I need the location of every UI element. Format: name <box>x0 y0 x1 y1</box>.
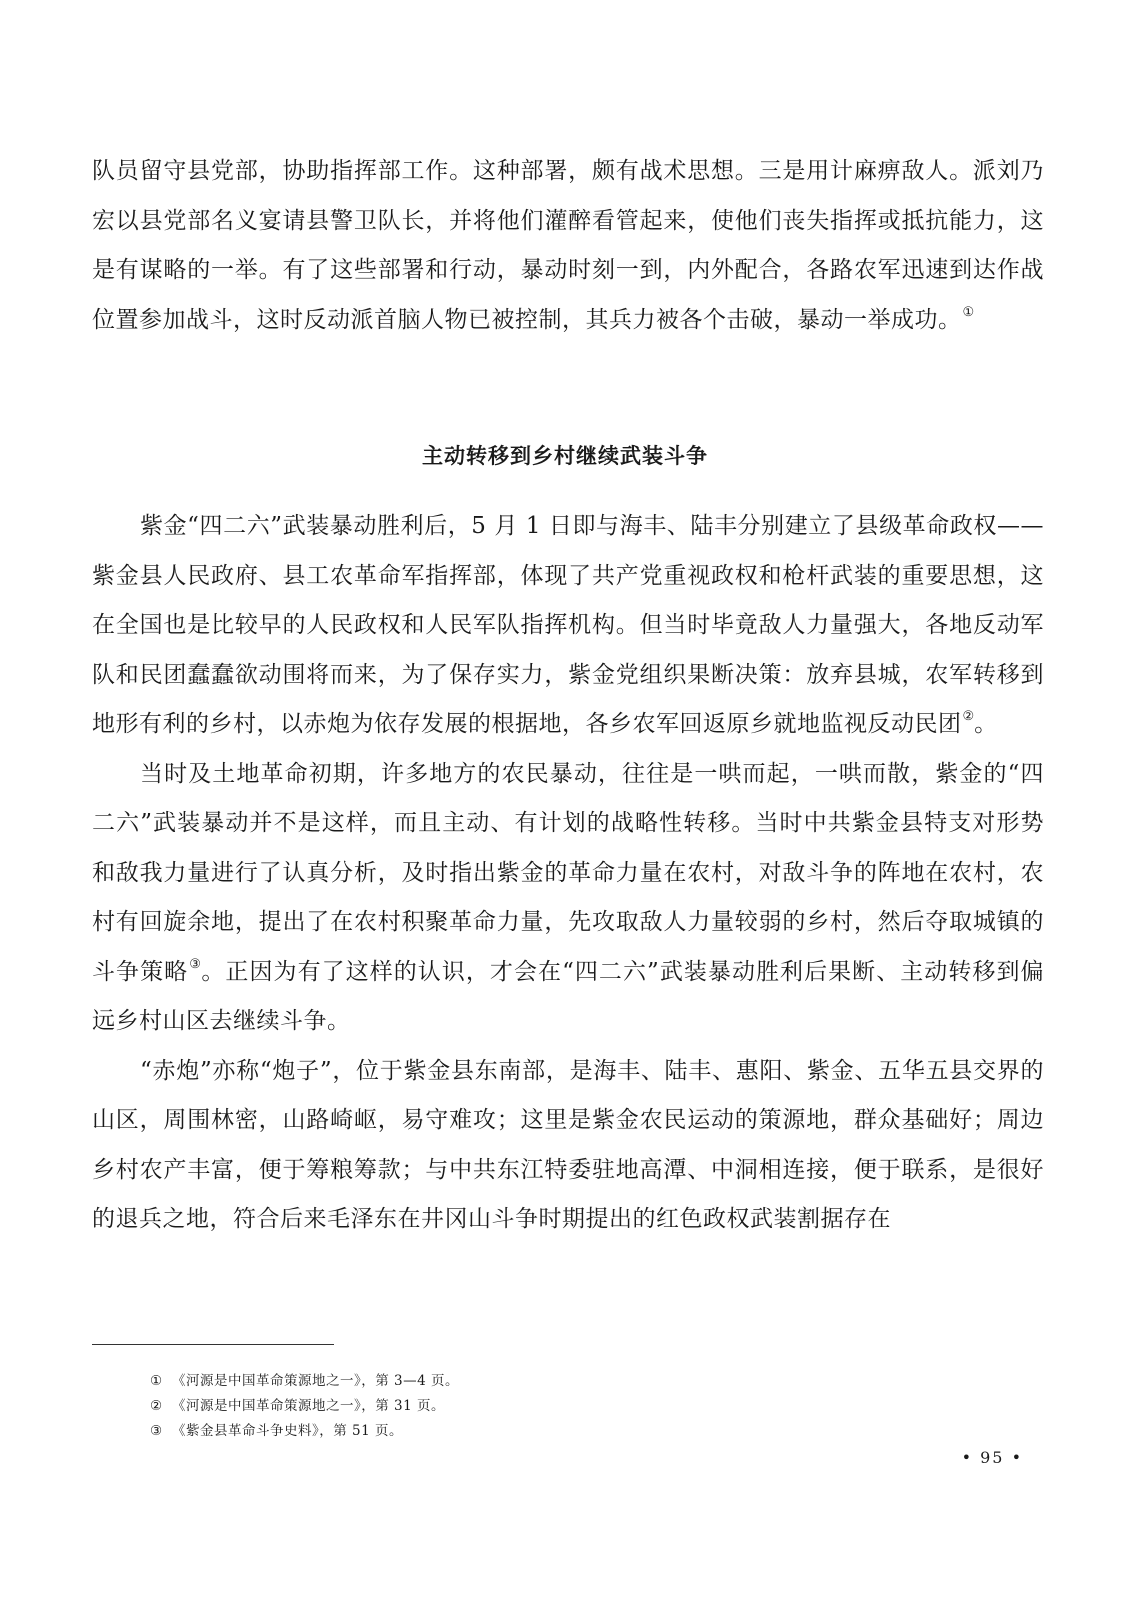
footnote-2-text: 《河源是中国革命策源地之一》，第 31 页。 <box>172 1398 446 1414</box>
footnote-2 <box>150 1394 950 1419</box>
footnote-ref-2: ② <box>962 709 975 724</box>
footnote-ref-3: ③ <box>189 956 202 972</box>
footnote-1 <box>150 1369 950 1394</box>
section-body <box>92 502 1044 1245</box>
footnote-divider <box>92 1344 334 1345</box>
section-heading: 主动转移到乡村继续武装斗争 <box>422 444 708 468</box>
paragraph-2-text: 当时及土地革命初期，许多地方的农民暴动，往往是一哄而起，一哄而散，紫金的“四二六”武装暴动并不是这样，而且主动、有计划的战略性转移。当时中共紫金县特支对形势和敌我力量进行了认真分析，及时指出紫金的革命力量在农村，对敌斗争的阵地在农村，农村有回旋余地，提出了在农村积聚革命力量，先攻取敌人力量较弱的乡村，然后夺取城镇的斗争策略 <box>92 760 1044 985</box>
paragraph-2-tail: 。正因为有了这样的认识，才会在“四二六”武装暴动胜利后果断、主动转移到偏远乡村山区去继续斗争。 <box>92 958 1044 1034</box>
paragraph-1-text: 紫金“四二六”武装暴动胜利后，5 月 1 日即与海丰、陆丰分别建立了县级革命政权——紫金县人民政府、县工农革命军指挥部，体现了共产党重视政权和枪杆武装的重要思想，这在全国也是比较早的人民政权和人民军队指挥机构。但当时毕竟敌人力量强大，各地反动军队和民团蠢蠢欲动围将而来，为了保存实力，紫金党组织果断决策：放弃县城，农军转移到地形有利的乡村，以赤炮为依存发展的根据地，各乡农军回返原乡就地监视反动民团 <box>92 513 1044 737</box>
paragraph-2 <box>92 750 1044 1047</box>
page-number: • 95 • <box>961 1448 1023 1467</box>
continuation-text: 队员留守县党部，协助指挥部工作。这种部署，颇有战术思想。三是用计麻痹敌人。派刘乃宏以县党部名义宴请县警卫队长，并将他们灌醉看管起来，使他们丧失指挥或抵抗能力，这是有谋略的一举。有了这些部署和行动，暴动时刻一到，内外配合，各路农军迅速到达作战位置参加战斗，这时反动派首脑人物已被控制，其兵力被各个击破，暴动一举成功。 <box>92 158 1044 333</box>
paragraph-1 <box>92 502 1044 750</box>
paragraph-3 <box>92 1047 1044 1245</box>
footnote-3-mark: ③ <box>150 1423 163 1439</box>
footnote-3 <box>150 1419 950 1444</box>
paragraph-1-tail: 。 <box>974 711 998 737</box>
footnote-1-text: 《河源是中国革命策源地之一》，第 3—4 页。 <box>172 1373 460 1389</box>
footnote-1-mark: ① <box>150 1373 163 1389</box>
paragraph-3-text: “赤炮”亦称“炮子”，位于紫金县东南部，是海丰、陆丰、惠阳、紫金、五华五县交界的山区，周围林密，山路崎岖，易守难攻；这里是紫金农民运动的策源地，群众基础好；周边乡村农产丰富，便于筹粮筹款；与中共东江特委驻地高潭、中洞相连接，便于联系，是很好的退兵之地，符合后来毛泽东在井冈山斗争时期提出的红色政权武装割据存在 <box>92 1057 1044 1232</box>
footnote-2-mark: ② <box>150 1398 163 1414</box>
footnotes <box>150 1369 950 1444</box>
continuation-paragraph <box>92 147 1044 345</box>
footnote-ref-1: ① <box>962 304 975 320</box>
footnote-3-text: 《紫金县革命斗争史料》，第 51 页。 <box>172 1423 404 1439</box>
